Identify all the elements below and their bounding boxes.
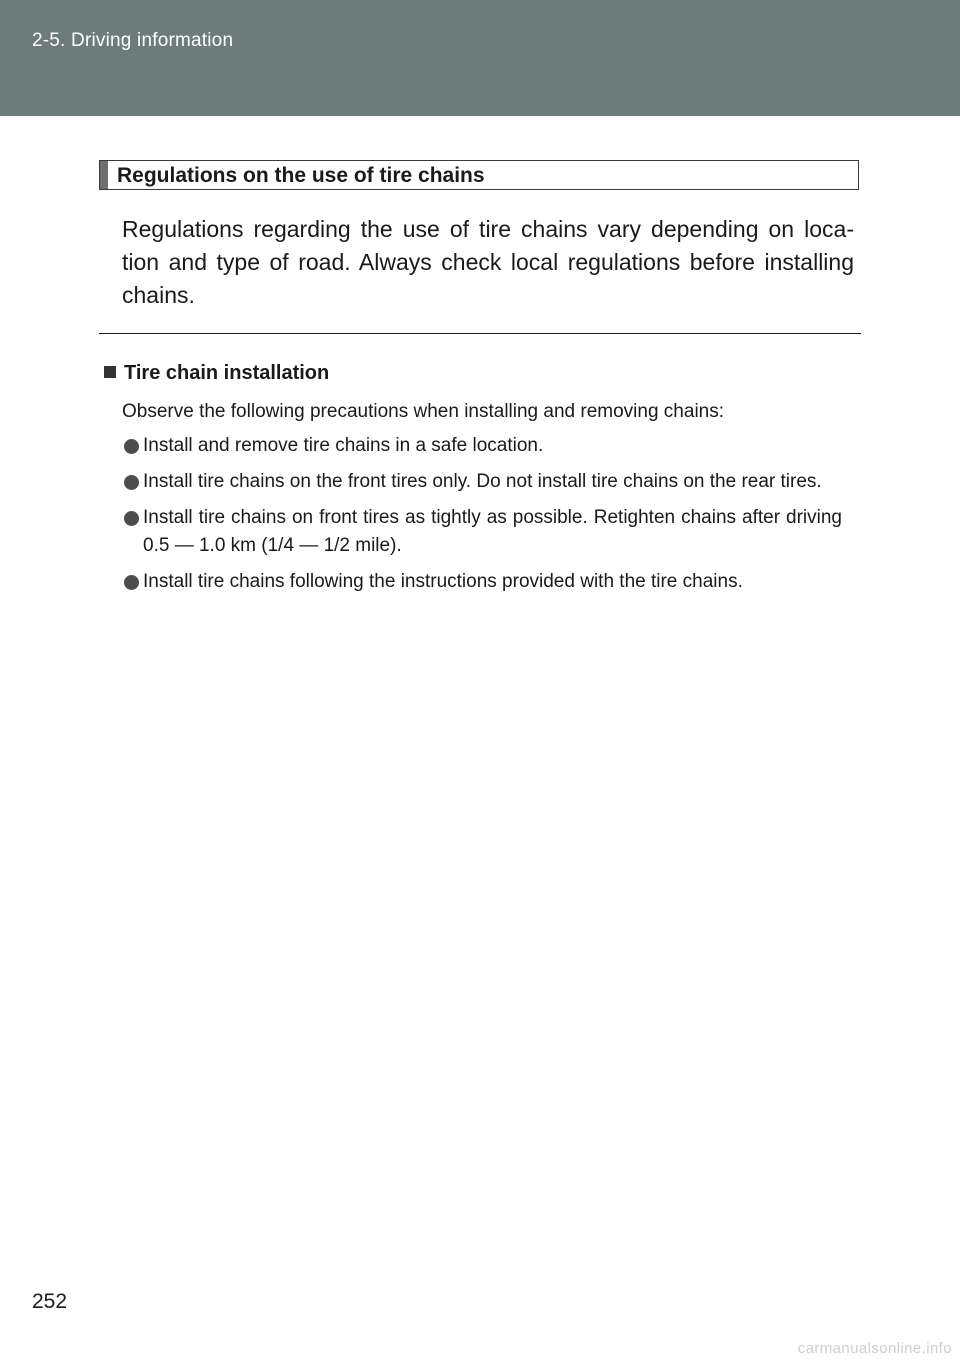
intro-paragraph: Regulations regarding the use of tire chains vary depending on loca-tion and type of road. Always check local regulations before installing chains. (122, 216, 854, 308)
list-item (122, 504, 842, 560)
section-divider (99, 333, 861, 334)
subsection-heading (104, 362, 329, 385)
list-item-text: Install tire chains following the instructions provided with the tire chains. (143, 571, 743, 592)
list-item-text: Install tire chains on front tires as tightly as possible. Retighten chains after driving 0.5 — 1.0 km (1/4 — 1/2 mile). (143, 507, 842, 556)
subsection-heading-text: Tire chain installation (124, 362, 330, 384)
header-band (0, 0, 960, 116)
bullet-dot-icon (124, 439, 139, 454)
list-item (122, 468, 842, 496)
section-accent (100, 161, 108, 189)
precaution-list (122, 432, 842, 604)
list-item-text: Install and remove tire chains in a safe location. (143, 435, 544, 456)
page-number: 252 (32, 1290, 68, 1313)
bullet-dot-icon (124, 575, 139, 590)
chapter-title: 2-5. Driving information (32, 30, 234, 51)
section-title: Regulations on the use of tire chains (117, 164, 485, 187)
lead-paragraph: Observe the following precautions when installing and removing chains: (122, 401, 725, 422)
square-bullet-icon (104, 366, 116, 378)
section-title-bar (99, 160, 859, 190)
list-item (122, 568, 842, 596)
bullet-dot-icon (124, 475, 139, 490)
list-item-text: Install tire chains on the front tires only. Do not install tire chains on the rear tires. (143, 471, 822, 492)
bullet-dot-icon (124, 511, 139, 526)
watermark: carmanualsonline.info (797, 1340, 952, 1357)
list-item (122, 432, 842, 460)
